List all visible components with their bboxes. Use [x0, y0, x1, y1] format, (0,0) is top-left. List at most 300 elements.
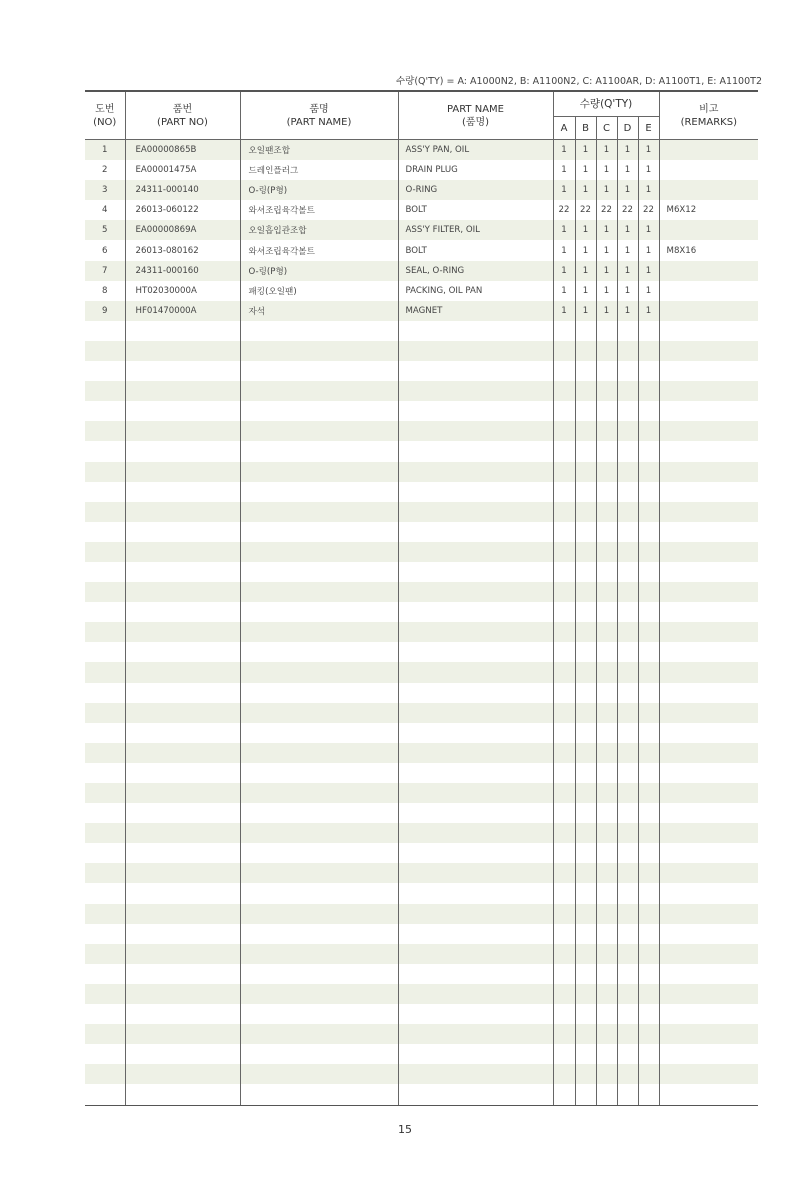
qty-b [575, 803, 596, 823]
qty-a [553, 321, 575, 341]
qty-d [617, 381, 638, 401]
header-remarks-ko: 비고 [699, 103, 719, 115]
qty-a [553, 401, 575, 421]
qty-e [638, 763, 659, 783]
qty-b [575, 783, 596, 803]
qty-b [575, 522, 596, 542]
part-name-korean [240, 924, 398, 944]
qty-e: 1 [638, 281, 659, 301]
part-number [125, 421, 240, 441]
part-name-english [398, 441, 553, 461]
part-name-korean [240, 381, 398, 401]
qty-b: 1 [575, 301, 596, 321]
qty-d [617, 763, 638, 783]
part-name-korean [240, 944, 398, 964]
empty-row [85, 441, 758, 461]
qty-c [596, 482, 617, 502]
qty-a [553, 883, 575, 903]
qty-d [617, 944, 638, 964]
qty-e [638, 662, 659, 682]
qty-d [617, 883, 638, 903]
part-name-english [398, 904, 553, 924]
remarks [659, 602, 758, 622]
empty-row [85, 542, 758, 562]
remarks [659, 341, 758, 361]
empty-row [85, 1024, 758, 1044]
qty-b [575, 1024, 596, 1044]
qty-e [638, 381, 659, 401]
part-name-english [398, 783, 553, 803]
qty-b [575, 602, 596, 622]
row-no: 1 [85, 140, 125, 161]
qty-a [553, 441, 575, 461]
remarks [659, 1064, 758, 1084]
qty-e [638, 321, 659, 341]
qty-e [638, 462, 659, 482]
part-number: 24311-000160 [125, 261, 240, 281]
qty-c [596, 361, 617, 381]
qty-b [575, 1044, 596, 1064]
part-name-korean [240, 763, 398, 783]
row-no [85, 542, 125, 562]
header-part-name-english [398, 91, 553, 140]
qty-d [617, 482, 638, 502]
qty-e [638, 1064, 659, 1084]
remarks [659, 261, 758, 281]
empty-row [85, 361, 758, 381]
row-no [85, 683, 125, 703]
row-no [85, 1044, 125, 1064]
remarks [659, 522, 758, 542]
empty-row [85, 522, 758, 542]
qty-d: 1 [617, 240, 638, 260]
row-no [85, 843, 125, 863]
empty-row [85, 341, 758, 361]
part-number: 26013-060122 [125, 200, 240, 220]
parts-body [85, 140, 758, 1106]
remarks [659, 944, 758, 964]
remarks [659, 843, 758, 863]
qty-e [638, 361, 659, 381]
part-number [125, 984, 240, 1004]
empty-row [85, 381, 758, 401]
qty-a: 1 [553, 261, 575, 281]
qty-e [638, 863, 659, 883]
header-part-name-en: (PART NAME) [286, 116, 352, 128]
part-name-korean: 와셔조립육각볼트 [240, 200, 398, 220]
part-name-english [398, 401, 553, 421]
part-name-english [398, 823, 553, 843]
row-no: 2 [85, 160, 125, 180]
part-name-korean [240, 482, 398, 502]
part-name-english [398, 662, 553, 682]
part-name-korean [240, 321, 398, 341]
qty-c [596, 823, 617, 843]
part-name-korean: 오일흡입관조합 [240, 220, 398, 240]
part-number [125, 662, 240, 682]
qty-a [553, 904, 575, 924]
qty-e [638, 843, 659, 863]
part-number [125, 341, 240, 361]
remarks [659, 924, 758, 944]
part-name-english [398, 944, 553, 964]
part-name-english [398, 723, 553, 743]
qty-e [638, 703, 659, 723]
qty-b [575, 1004, 596, 1024]
part-name-korean [240, 1064, 398, 1084]
qty-c [596, 602, 617, 622]
part-number: 24311-000140 [125, 180, 240, 200]
qty-d [617, 642, 638, 662]
part-name-korean [240, 542, 398, 562]
part-number [125, 924, 240, 944]
empty-row [85, 1064, 758, 1084]
qty-e [638, 542, 659, 562]
row-no [85, 723, 125, 743]
qty-a [553, 823, 575, 843]
header-qty-e: E [638, 117, 659, 140]
qty-e [638, 482, 659, 502]
qty-b [575, 381, 596, 401]
part-name-english [398, 602, 553, 622]
qty-c [596, 1064, 617, 1084]
empty-row [85, 321, 758, 341]
qty-d [617, 562, 638, 582]
row-no [85, 482, 125, 502]
qty-c: 1 [596, 180, 617, 200]
part-name-english [398, 1084, 553, 1105]
qty-b [575, 703, 596, 723]
qty-d [617, 984, 638, 1004]
qty-d [617, 542, 638, 562]
remarks [659, 823, 758, 843]
remarks [659, 984, 758, 1004]
part-name-english: ASS'Y FILTER, OIL [398, 220, 553, 240]
qty-b [575, 622, 596, 642]
row-no [85, 662, 125, 682]
row-no [85, 904, 125, 924]
empty-row [85, 602, 758, 622]
qty-a [553, 683, 575, 703]
empty-row [85, 743, 758, 763]
row-no [85, 863, 125, 883]
qty-c [596, 441, 617, 461]
qty-b [575, 823, 596, 843]
part-number [125, 462, 240, 482]
qty-c: 1 [596, 160, 617, 180]
part-number [125, 642, 240, 662]
row-no: 6 [85, 240, 125, 260]
row-no [85, 803, 125, 823]
header-qty: 수량(Q'TY) [553, 91, 659, 117]
remarks [659, 401, 758, 421]
part-number [125, 1064, 240, 1084]
part-name-english [398, 863, 553, 883]
remarks [659, 964, 758, 984]
empty-row [85, 421, 758, 441]
qty-c: 1 [596, 261, 617, 281]
part-name-korean [240, 582, 398, 602]
qty-e [638, 622, 659, 642]
qty-d [617, 1044, 638, 1064]
qty-d [617, 703, 638, 723]
qty-d [617, 421, 638, 441]
part-name-korean [240, 964, 398, 984]
row-no [85, 823, 125, 843]
qty-e: 22 [638, 200, 659, 220]
part-name-english [398, 482, 553, 502]
qty-b [575, 582, 596, 602]
qty-e [638, 723, 659, 743]
row-no [85, 522, 125, 542]
qty-c [596, 803, 617, 823]
row-no [85, 1084, 125, 1105]
remarks [659, 140, 758, 161]
part-name-korean [240, 723, 398, 743]
remarks [659, 301, 758, 321]
row-no: 7 [85, 261, 125, 281]
empty-row [85, 502, 758, 522]
qty-c [596, 924, 617, 944]
qty-b [575, 944, 596, 964]
qty-c [596, 462, 617, 482]
part-name-korean [240, 783, 398, 803]
part-number [125, 763, 240, 783]
part-name-english [398, 984, 553, 1004]
part-number [125, 1084, 240, 1105]
empty-row [85, 883, 758, 903]
row-no [85, 1024, 125, 1044]
qty-a [553, 482, 575, 502]
qty-a: 1 [553, 140, 575, 161]
table-row [85, 200, 758, 220]
qty-b: 1 [575, 281, 596, 301]
qty-c [596, 1084, 617, 1105]
qty-a [553, 562, 575, 582]
table-row [85, 281, 758, 301]
qty-c [596, 904, 617, 924]
row-no [85, 984, 125, 1004]
qty-d: 22 [617, 200, 638, 220]
remarks [659, 220, 758, 240]
qty-d [617, 743, 638, 763]
qty-c [596, 1044, 617, 1064]
qty-c [596, 321, 617, 341]
qty-b [575, 401, 596, 421]
qty-a: 1 [553, 160, 575, 180]
qty-c [596, 662, 617, 682]
qty-a [553, 944, 575, 964]
parts-table [85, 90, 758, 1106]
part-number [125, 482, 240, 502]
page-number: 15 [398, 1123, 412, 1136]
qty-e [638, 642, 659, 662]
qty-d [617, 924, 638, 944]
qty-b [575, 863, 596, 883]
qty-e [638, 683, 659, 703]
row-no [85, 441, 125, 461]
table-row [85, 240, 758, 260]
part-number: EA00000869A [125, 220, 240, 240]
remarks [659, 321, 758, 341]
qty-b [575, 964, 596, 984]
qty-e [638, 1024, 659, 1044]
qty-c [596, 341, 617, 361]
table-row [85, 140, 758, 161]
header-part-name [240, 91, 398, 140]
qty-e [638, 984, 659, 1004]
qty-c [596, 401, 617, 421]
qty-e [638, 924, 659, 944]
part-number [125, 602, 240, 622]
qty-b [575, 462, 596, 482]
part-number [125, 904, 240, 924]
part-number [125, 622, 240, 642]
part-number [125, 582, 240, 602]
table-header-row [85, 91, 758, 117]
qty-b: 1 [575, 220, 596, 240]
part-number [125, 944, 240, 964]
qty-e [638, 401, 659, 421]
part-name-english [398, 582, 553, 602]
qty-a [553, 743, 575, 763]
qty-e [638, 823, 659, 843]
qty-b [575, 904, 596, 924]
part-name-english: DRAIN PLUG [398, 160, 553, 180]
qty-e [638, 562, 659, 582]
qty-a: 1 [553, 301, 575, 321]
qty-d [617, 341, 638, 361]
part-name-english [398, 1044, 553, 1064]
part-number [125, 502, 240, 522]
qty-b: 22 [575, 200, 596, 220]
remarks [659, 361, 758, 381]
qty-a [553, 1004, 575, 1024]
qty-b [575, 341, 596, 361]
qty-d: 1 [617, 220, 638, 240]
empty-row [85, 642, 758, 662]
remarks [659, 642, 758, 662]
qty-d [617, 582, 638, 602]
empty-row [85, 1044, 758, 1064]
qty-b [575, 321, 596, 341]
row-no [85, 462, 125, 482]
remarks [659, 743, 758, 763]
part-name-korean [240, 341, 398, 361]
part-name-english [398, 1004, 553, 1024]
qty-b [575, 984, 596, 1004]
remarks [659, 683, 758, 703]
qty-e [638, 522, 659, 542]
table-row [85, 180, 758, 200]
qty-d [617, 662, 638, 682]
row-no: 9 [85, 301, 125, 321]
qty-b [575, 743, 596, 763]
qty-a [553, 1064, 575, 1084]
qty-d [617, 462, 638, 482]
remarks [659, 662, 758, 682]
part-name-korean [240, 984, 398, 1004]
header-no-en: (NO) [93, 116, 117, 128]
part-number [125, 441, 240, 461]
remarks [659, 441, 758, 461]
part-number [125, 1044, 240, 1064]
qty-b: 1 [575, 261, 596, 281]
qty-a [553, 1084, 575, 1105]
qty-b [575, 723, 596, 743]
row-no [85, 743, 125, 763]
qty-c [596, 683, 617, 703]
empty-row [85, 622, 758, 642]
empty-row [85, 562, 758, 582]
qty-c [596, 502, 617, 522]
row-no [85, 1004, 125, 1024]
header-remarks-en: (REMARKS) [680, 116, 737, 128]
remarks [659, 281, 758, 301]
part-name-english [398, 683, 553, 703]
qty-e [638, 341, 659, 361]
part-number: EA00001475A [125, 160, 240, 180]
remarks [659, 723, 758, 743]
part-name-english [398, 502, 553, 522]
part-name-english: MAGNET [398, 301, 553, 321]
part-number [125, 863, 240, 883]
part-number [125, 683, 240, 703]
qty-e [638, 783, 659, 803]
part-number [125, 562, 240, 582]
empty-row [85, 964, 758, 984]
qty-e [638, 883, 659, 903]
qty-b [575, 662, 596, 682]
qty-c [596, 863, 617, 883]
qty-a [553, 361, 575, 381]
row-no [85, 582, 125, 602]
part-name-english [398, 743, 553, 763]
part-name-english: SEAL, O-RING [398, 261, 553, 281]
part-name-korean [240, 421, 398, 441]
row-no [85, 401, 125, 421]
qty-c [596, 542, 617, 562]
empty-row [85, 582, 758, 602]
qty-b [575, 1084, 596, 1105]
part-name-korean [240, 823, 398, 843]
empty-row [85, 944, 758, 964]
part-name-english [398, 803, 553, 823]
qty-d: 1 [617, 301, 638, 321]
remarks [659, 763, 758, 783]
qty-d [617, 361, 638, 381]
qty-e [638, 1044, 659, 1064]
qty-e: 1 [638, 220, 659, 240]
qty-b [575, 441, 596, 461]
qty-a [553, 462, 575, 482]
qty-c [596, 522, 617, 542]
header-no [85, 91, 125, 140]
qty-a: 22 [553, 200, 575, 220]
qty-c [596, 1024, 617, 1044]
empty-row [85, 1084, 758, 1105]
qty-d [617, 1024, 638, 1044]
qty-c: 1 [596, 220, 617, 240]
qty-b [575, 843, 596, 863]
qty-a [553, 522, 575, 542]
remarks [659, 562, 758, 582]
remarks [659, 421, 758, 441]
header-part-no [125, 91, 240, 140]
remarks [659, 883, 758, 903]
part-name-english: O-RING [398, 180, 553, 200]
part-name-english [398, 622, 553, 642]
